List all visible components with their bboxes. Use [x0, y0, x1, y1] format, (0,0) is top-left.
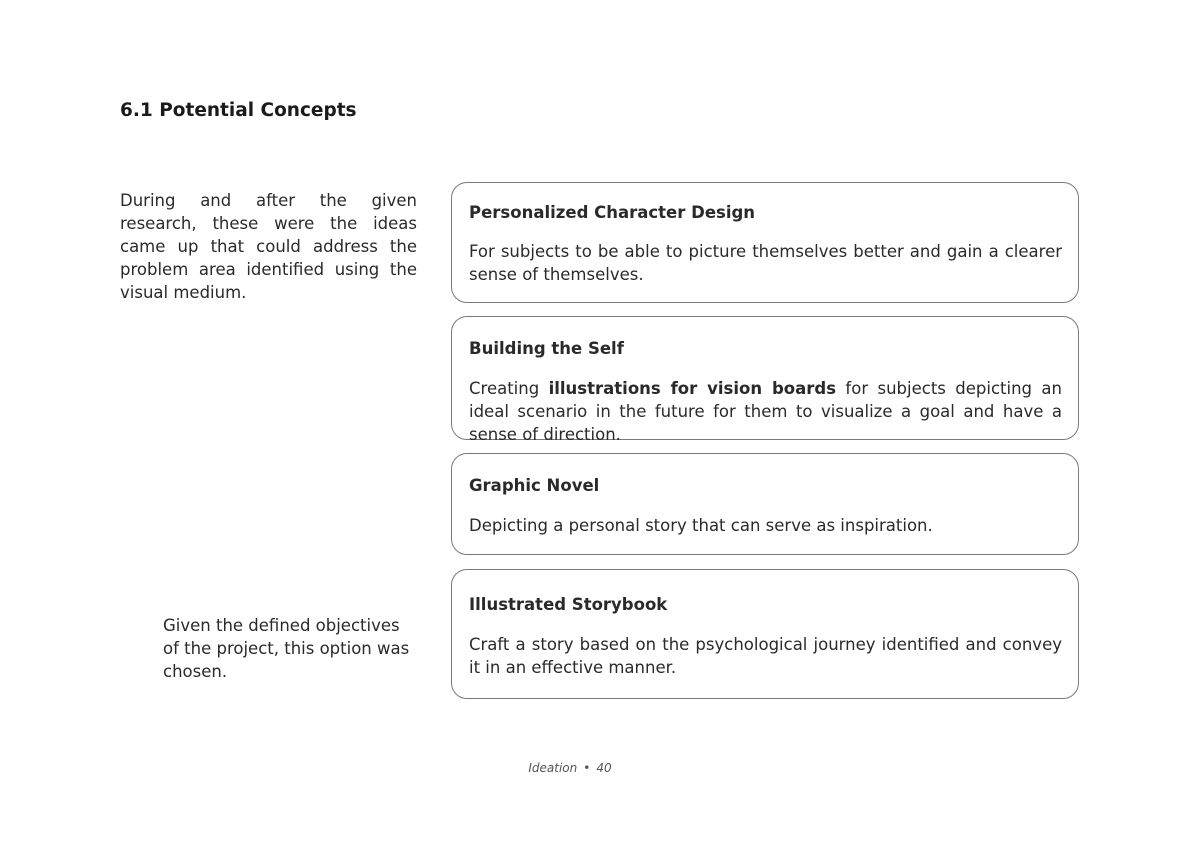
- concept-description-emphasis: illustrations for vision boards: [548, 379, 837, 398]
- concept-description-end: for subjects depicting an ideal scenario in the future for them to visualize a goal and have a sense of direction.: [469, 379, 1062, 444]
- concept-title: Graphic Novel: [469, 476, 600, 495]
- footer-section-name: Ideation: [528, 761, 578, 775]
- concept-card-personalized-character-design: [451, 182, 1079, 303]
- concept-title: Personalized Character Design: [469, 203, 756, 222]
- concept-title: Illustrated Storybook: [469, 595, 668, 614]
- concept-description: [469, 377, 1062, 446]
- footer-separator: •: [583, 761, 591, 775]
- intro-paragraph: During and after the given research, these were the ideas came up that could address the problem area identified using the visual medium.: [120, 191, 417, 302]
- concept-title: Building the Self: [469, 339, 624, 358]
- page-footer: [0, 761, 1140, 775]
- chosen-option-note: Given the defined objectives of the project, this option was chosen.: [163, 616, 410, 681]
- concept-description-start: Creating: [469, 379, 549, 398]
- concept-card-graphic-novel: [451, 453, 1079, 555]
- concept-card-illustrated-storybook: [451, 569, 1079, 699]
- concept-description: For subjects to be able to picture themselves better and gain a clearer sense of themselves.: [469, 242, 1062, 284]
- section-heading: 6.1 Potential Concepts: [120, 100, 357, 121]
- concept-description: Depicting a personal story that can serve as inspiration.: [469, 516, 933, 535]
- concept-description: Craft a story based on the psychological journey identified and convey it in an effective manner.: [469, 635, 1062, 677]
- page-number: 40: [596, 761, 612, 775]
- concept-card-building-the-self: [451, 316, 1079, 444]
